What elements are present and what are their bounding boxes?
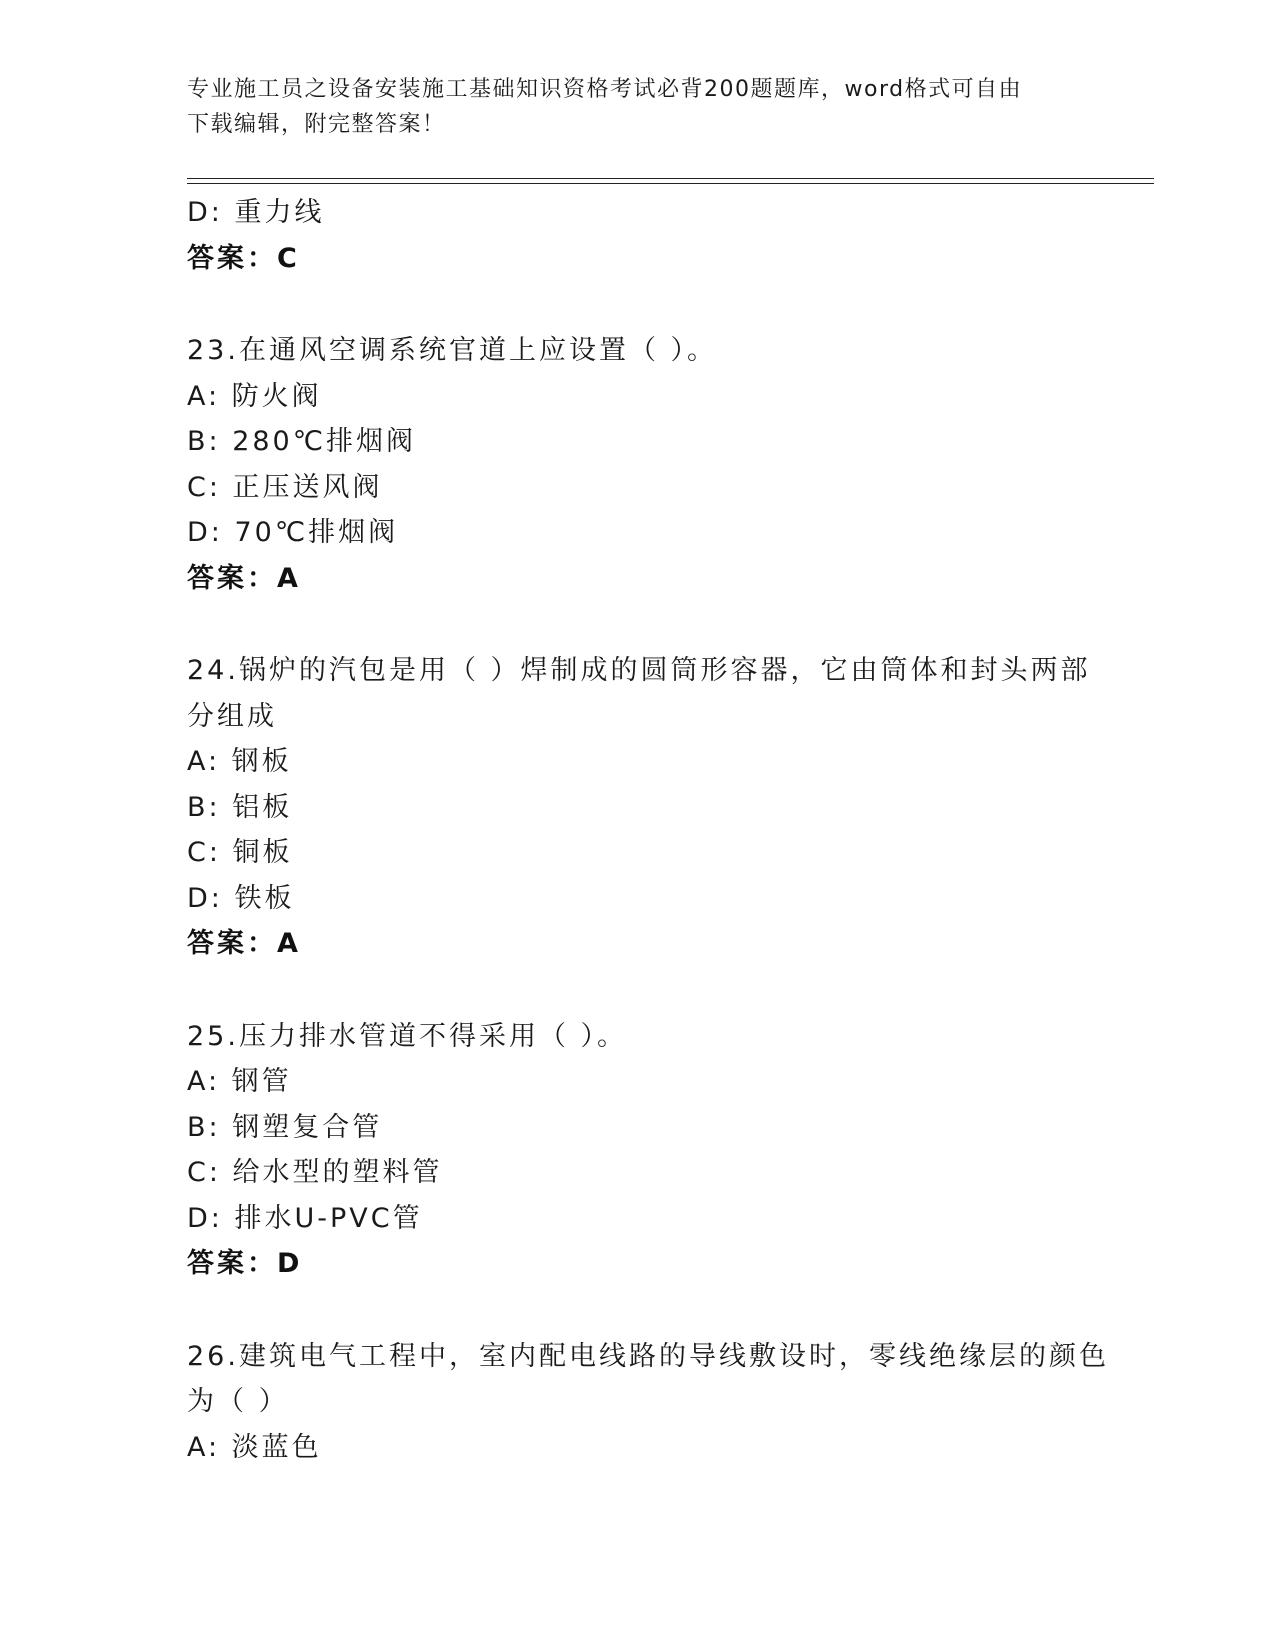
q26-question-line-2: 为（ ） [187, 1386, 289, 1417]
q23-option-d: D: 70℃排烟阀 [187, 517, 399, 548]
q23-option-c: C: 正压送风阀 [187, 471, 383, 503]
q23-option-b: B: 280℃排烟阀 [187, 426, 417, 457]
spacer [187, 967, 1087, 1014]
q25-option-c: C: 给水型的塑料管 [187, 1157, 443, 1188]
header-line-1: 专业施工员之设备安装施工基础知识资格考试必背200题题库，word格式可自由 [187, 77, 1023, 102]
header-divider [187, 178, 1154, 184]
q25-option-a: A: 钢管 [187, 1066, 292, 1097]
q25-option-d: D: 排水U-PVC管 [187, 1202, 423, 1234]
spacer [187, 281, 1087, 328]
question-22-tail [187, 190, 1087, 281]
q24-option-b: B: 铝板 [187, 791, 293, 823]
q23-question: 23.在通风空调系统官道上应设置（ ）。 [187, 335, 718, 366]
q24-answer: 答案：A [187, 928, 301, 959]
q24-option-a: A: 钢板 [187, 746, 292, 777]
q26-option-a: A: 淡蓝色 [187, 1431, 322, 1463]
q23-option-a: A: 防火阀 [187, 380, 322, 412]
question-26 [187, 1334, 1109, 1471]
question-23 [187, 328, 1087, 601]
q24-question-line-1: 24.锅炉的汽包是用（ ）焊制成的圆筒形容器，它由筒体和封头两部 [187, 655, 1091, 686]
q25-option-b: B: 钢塑复合管 [187, 1111, 383, 1143]
q22-answer: 答案：C [187, 242, 300, 274]
q25-answer: 答案：D [187, 1248, 303, 1279]
spacer [187, 1287, 1087, 1334]
q25-question: 25.压力排水管道不得采用（ ）。 [187, 1020, 628, 1052]
q23-answer: 答案：A [187, 562, 301, 594]
question-24 [187, 648, 1091, 967]
question-25 [187, 1014, 1087, 1287]
q24-option-c: C: 铜板 [187, 837, 293, 868]
page-header [187, 72, 1087, 142]
q22-option-d: D: 重力线 [187, 197, 325, 228]
q26-question-line-1: 26.建筑电气工程中，室内配电线路的导线敷设时，零线绝缘层的颜色 [187, 1340, 1109, 1372]
question-list [187, 190, 1109, 1470]
header-line-2: 下载编辑，附完整答案！ [187, 112, 446, 137]
spacer [187, 601, 1087, 648]
q24-question-line-2: 分组成 [187, 700, 277, 732]
q24-option-d: D: 铁板 [187, 882, 295, 914]
